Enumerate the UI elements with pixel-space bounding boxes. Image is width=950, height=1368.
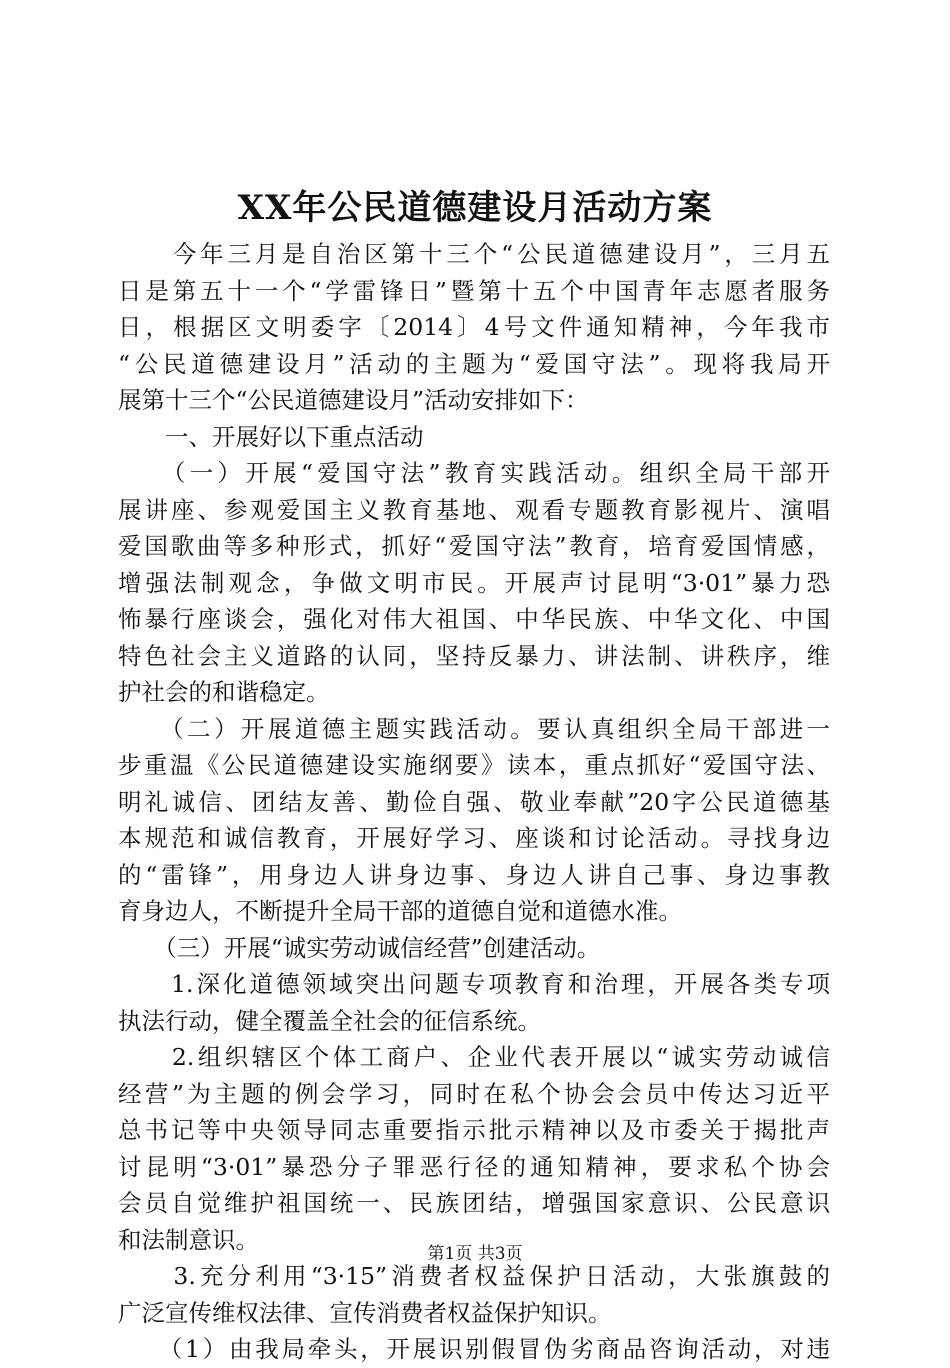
body-line: 本规范和诚信教育，开展好学习、座谈和讨论活动。寻找身边: [118, 824, 830, 852]
body-line: 爱国歌曲等多种形式，抓好“爱国守法”教育，培育爱国情感，: [118, 532, 830, 560]
document-title: XX年公民道德建设月活动方案: [237, 188, 713, 228]
body-line: 步重温《公民道德建设实施纲要》读本，重点抓好“爱国守法、: [118, 751, 830, 779]
body-line: 的“雷锋”，用身边人讲身边事、身边人讲自己事、身边事教: [118, 860, 830, 889]
body-line: 展讲座、参观爱国主义教育基地、观看专题教育影视片、演唱: [118, 495, 830, 524]
body-line: 增强法制观念，争做文明市民。开展声讨昆明“3·01”暴力恐: [118, 568, 830, 597]
body-line: 明礼诚信、团结友善、勤俭自强、敬业奉献”20字公民道德基: [118, 787, 830, 816]
body-line: 经营”为主题的例会学习，同时在私个协会会员中传达习近平: [118, 1079, 830, 1108]
body-line: 讨昆明“3·01”暴恐分子罪恶行径的通知精神，要求私个协会: [118, 1152, 830, 1181]
body-line: （二）开展道德主题实践活动。要认真组织全局干部进一: [118, 714, 830, 743]
body-line: （1）由我局牵头，开展识别假冒伪劣商品咨询活动，对违: [118, 1335, 830, 1363]
body-line: 日，根据区文明委字〔2014〕4号文件通知精神，今年我市: [118, 313, 830, 341]
body-line: 总书记等中央领导同志重要指示批示精神以及市委关于揭批声: [118, 1116, 830, 1144]
body-line: 怖暴行座谈会，强化对伟大祖国、中华民族、中华文化、中国: [118, 605, 830, 633]
body-line: 展第十三个“公民道德建设月”活动安排如下：: [118, 386, 589, 414]
body-line: 今年三月是自治区第十三个“公民道德建设月”，三月五: [118, 240, 830, 268]
body-line: （一）开展“爱国守法”教育实践活动。组织全局干部开: [118, 459, 830, 487]
body-line: 广泛宣传维权法律、宣传消费者权益保护知识。: [118, 1298, 612, 1327]
body-line: 2.组织辖区个体工商户、企业代表开展以“诚实劳动诚信: [118, 1043, 830, 1071]
body-line: “公民道德建设月”活动的主题为“爱国守法”。现将我局开: [118, 349, 830, 378]
body-line: 1.深化道德领域突出问题专项教育和治理，开展各类专项: [118, 970, 830, 998]
body-line: （三）开展“诚实劳动诚信经营”创建活动。: [118, 933, 601, 962]
body-line: 特色社会主义道路的认同，坚持反暴力、讲法制、讲秩序，维: [118, 641, 830, 670]
body-line: 会员自觉维护祖国统一、民族团结，增强国家意识、公民意识: [118, 1189, 830, 1217]
body-line: 3.充分利用“3·15”消费者权益保护日活动，大张旗鼓的: [118, 1262, 830, 1290]
document-body: [118, 236, 830, 1368]
body-line: 护社会的和谐稳定。: [118, 678, 330, 706]
body-line: 和法制意识。: [118, 1225, 259, 1254]
body-line: 日是第五十一个“学雷锋日”暨第十五个中国青年志愿者服务: [118, 276, 830, 305]
body-line: 一、开展好以下重点活动: [118, 422, 424, 451]
body-line: 执法行动，健全覆盖全社会的征信系统。: [118, 1006, 541, 1035]
page-footer: 第1页 共3页: [427, 1244, 523, 1264]
body-line: 育身边人，不断提升全局干部的道德自觉和道德水准。: [118, 897, 682, 925]
